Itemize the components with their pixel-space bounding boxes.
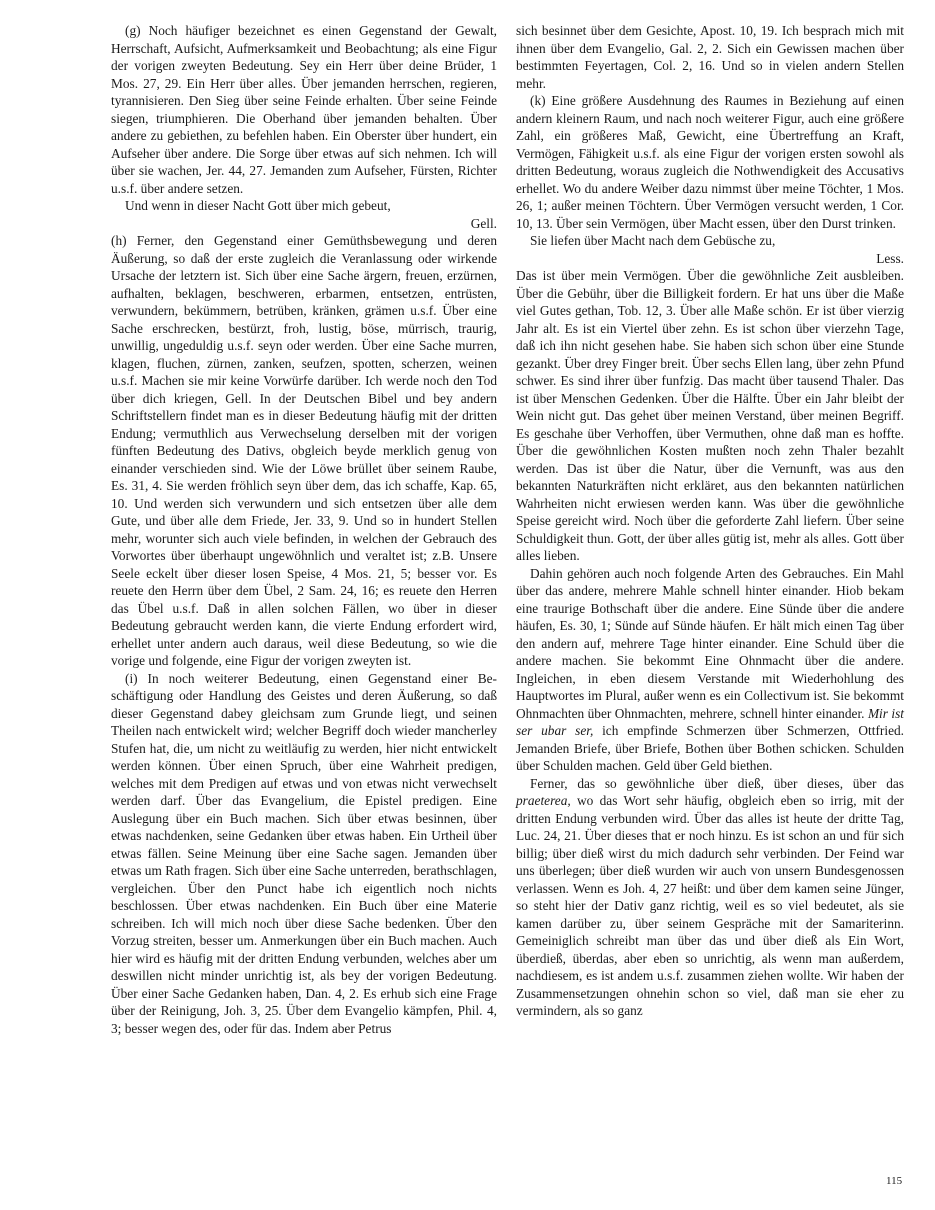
paragraph-dahin — [516, 565, 904, 775]
paragraph-i: (i) In noch weiterer Bedeutung, einen Gegenstand einer Beschäftigung oder Handlung des Geistes und deren Äußerung, so daß dieser Gegenstand dabey gleichsam zum Grunde liegt, und seinen Theilen nach entwickelt wird; welcher Begriff doch wieder mancherley Stufen hat, die, um nicht zu weitläufig zu werden, hier nicht entwickelt werden können. Über einen Spruch, über eine Wahrheit predigen, welches mit dem Predigen auf etwas und von etwas nicht verwechselt werden darf. Über das Evangelium, die Epistel predigen. Eine Auslegung über ein Buch machen. Sich über etwas besinnen, über etwas nachdenken, seine Gedanken über etwas haben. Ein Urtheil über etwas fällen. Seine Meinung über eine Sache sagen. Jemanden über etwas um Rath fragen. Sich über eine Sache unterreden, berathschlagen, vergleichen. Über den Punct habe ich eigentlich noch nichts beschlossen. Über etwas nachdenken. Ein Buch über eine Materie schreiben. Ich will mich noch über diese Sache bedenken. Über den Vorzug streiten, besser um. Anmerkungen über ein Buch machen. Auch hier wird es häufig mit der dritten Endung verbunden, welches aber um deswillen nicht minder unrichtig ist, als bey der vorigen Bedeutung. Über einer Sache Gedanken haben, Dan. 4, 2. Es erhub sich eine Frage über der Reinigung, Joh. 3, 25. Über dem Evangelio kämpfen, Phil. 4, 3; besser wegen des, oder für das. Indem aber Petrus — [111, 670, 497, 1036]
paragraph-i-continued: sich besinnet über dem Gesichte, Apost. 10, 19. Ich besprach mich mit ihnen über dem Evangelio, Gal. 2, 2. Sich ein Gewissen machen über bestimmten Feyertagen, Col. 2, 16. Und so in vielen andern Stellen mehr. — [516, 23, 904, 91]
verse-attribution-gellert: Gell. — [470, 215, 497, 231]
verse-attribution-lessing: Less. — [876, 250, 904, 266]
dahin-text-tail: ich empfinde Schmerzen über Schmerzen, Ottfried. Jemanden Briefe, über Briefe, Bothen über Bothen schicken. Schulden über Schulden machen. Geld über Geld biethen. — [516, 723, 904, 773]
dahin-quote-italic: Mir ist ser ubar ser, — [516, 705, 904, 738]
right-column — [516, 22, 904, 1020]
verse-quote-lessing: Sie liefen über Macht nach dem Gebüsche zu, — [530, 233, 776, 248]
verse-quote-gellert: Und wenn in dieser Nacht Gott über mich gebeut, — [125, 198, 391, 213]
ferner-text-a: Ferner, das so gewöhnliche über dieß, über dieses, über das — [530, 775, 904, 791]
page-number: 115 — [886, 1175, 903, 1187]
paragraph-h: (h) Ferner, den Gegenstand einer Gemüthsbewegung und deren Äußerung, so daß der erste zugleich die Veranlassung oder wirkende Ursache der letztern ist. Sich über eine Sache ärgern, freuen, erzürnen, aufhalten, beklagen, beschweren, erbarmen, entsetzen, entrüsten, verwundern, bekümmern, betrüben, kränken, grämen u.s.f. Über eine Sache erschrecken, bestürzt, froh, lustig, böse, mürrisch, traurig, unwillig, ungeduldig u.s.f. seyn oder werden. Über eine Sache murren, klagen, fluchen, zürnen, zanken, seufzen, spotten, scherzen, weinen u.s.f. Machen sie mir keine Vorwürfe darüber. Ich werde noch den Tod über dich kriegen, Gell. In der Deutschen Bibel und bey andern Schriftstellern findet man es in dieser Bedeutung häufig mit der dritten Endung; vermuthlich aus Verwechselung derselben mit der vorigen fünften Bedeutung des Dativs, obgleich beyde merklich genug von einander verschieden sind. Wie der Löwe brüllet über seinem Raube, Es. 31, 4. Sie werden fröhlich seyn über dem, das ich schaffe, Kap. 65, 10. Und werden sich verwundern und sich entsetzen über alle dem Gute, und über alle dem Friede, Jer. 33, 9. Und so in hundert Stellen mehr, worunter sich auch viele befinden, in welchen der Gebrauch des Vorwortes über überhaupt ungewöhnlich und veraltet ist; z.B. Unsere Seele eckelt über dieser losen Speise, 4 Mos. 21, 5; besser vor. Es reuete den Herrn über dem Übel, 2 Sam. 24, 16; es reuete den Herren das Übel u.s.f. Daß in allen solchen Fällen, wo über in dieser Bedeutung gebraucht werden kann, die vierte Endung erfordert wird, erhellet unter andern auch daraus, weil diese Bedeutung, so wie die vorige und folgende, eine Figur der vorigen zweyten ist. — [111, 233, 497, 668]
paragraph-k: (k) Eine größere Ausdehnung des Raumes in Beziehung auf einen andern kleinern Raum, und nach noch weiterer Figur, auch eine größere Zahl, ein größeres Maß, Gewicht, eine Übertreffung an Kraft, Vermögen, Fähigkeit u.s.f. als eine Figur der vorigen ersten sowohl als dritten Bedeutung, woraus zugleich die Nothwendigkeit des Accusativs erhellet. Wo du andere Weiber dazu nimmst über meine Töchter, 1 Mos. 26, 1; außer meinen Töchtern. Über Vermögen versucht werden, 1 Cor. 10, 13. Über sein Vermögen, über Macht essen, über den Durst trinken. — [516, 93, 904, 231]
paragraph-g: (g) Noch häufiger bezeichnet es einen Gegenstand der Gewalt, Herrschaft, Aufsicht, Aufmerksamkeit und Beobachtung; als eine Figur der vorigen zweyten Bedeutung. Sey ein Herr über deine Brüder, 1 Mos. 27, 29. Ein Herr über alles. Über jemanden herrschen, regieren, tyrannisieren. Den Sieg über seine Feinde erhalten. Über seine Feinde siegen, triumphieren. Die Oberhand über jemanden behalten. Über andere zu gebiethen, zu befehlen haben. Ein Oberster über hundert, ein Aufseher über andere. Die Sorge über etwas auf sich nehmen. Ich will über sie wachen, Jer. 44, 27. Jemanden zum Aufseher, Fürsten, Richter u.s.f. über andere setzen. — [111, 23, 497, 196]
paragraph-k-continued: Das ist über mein Vermögen. Über die gewöhnliche Zeit ausbleiben. Über die Gebühr, über die Billigkeit fordern. Er hat uns über die Maße viel Gutes gethan, Tob. 12, 3. Über alle Maße schön. Er ist über vierzig Jahr alt. Es ist ein Viertel über zehn. Es ist schon über vierzehn Tage, daß ich ihn nicht gesehen habe. Sie haben sich schon über eine Stunde gezankt. Über drey Finger breit. Über sechs Ellen lang, über zehn Pfund schwer. Es sind ihrer über funfzig. Das macht über tausend Thaler. Das ist über Menschen Gedenken. Über die Hälfte. Über ein Jahr bleibt der Wein nicht gut. Das gehet über meinen Verstand, über meinen Begriff. Es geschahe über Verhoffen, über Vermuthen, ohne daß man es hoffte. Über die gewöhnlichen Kosten mußten noch zehn Thaler bezahlt werden. Das ist über die Natur, über die Vernunft, was aus den bekannten Naturkräften nicht erkläret, aus den bekannten natürlichen Wahrheiten nicht erwiesen werden kann. Was über die gewöhnliche Speise gereicht wird. Noch über die geforderte Zahl liefern. Über seine Schuldigkeit thun. Gott, der über alles gütig ist, mehr als alles. Gott über alles lieben. — [516, 268, 904, 563]
paragraph-ferner — [516, 775, 904, 1020]
dahin-text: Dahin gehören auch noch folgende Arten des Gebrauches. Ein Mahl über das andere, mehrere Mahle schnell hinter einander. Hiob bekam eine traurige Bothschaft über die andere. Eine Sünde über die andere häufen, Es. 30, 1; Sünde auf Sünde häufen. Er hält mich einen Tag über den andern auf, mehrere Tage hinter einander. Eine Schuld über die andere machen. Sie bekommt Eine Ohnmacht über die andere. Ingleichen, in eben diesem Verstande mit Wiederhohlung des Hauptwortes im Plural, außer wenn es ein Collectivum ist. Sie bekommt Ohnmachten über Ohnmachten, mehrere, schnell hinter einander. — [516, 565, 904, 721]
ferner-italic-term: praeterea, — [516, 793, 571, 808]
left-column — [111, 22, 497, 1037]
ferner-text-b: wo das Wort sehr häufig, obgleich eben so irrig, mit der dritten Endung verbunden wird. Über das alles ist heute der dritte Tag, Luc. 24, 21. Über dieses that er noch hinzu. Es ist schon an und für sich billig; über dieß wirst du mich dadurch sehr verbinden. Der Feind war uns überlegen; über dieß wurden wir auch von unsern Bundesgenossen verlassen. Wenn es Joh. 4, 27 heißt: und über dem kamen seine Jünger, so steht hier der Dativ ganz richtig, weil es so viel bedeutet, als sie kamen darüber zu, über seinem Gespräche mit der Samariterinn. Gemeiniglich schreibt man über das und über dieß als Ein Wort, überdieß, überdas, aber eben so unrichtig, als wenn man außerdem, nachdiesem, es ist andem u.s.f. zusammen ziehen wollte. Wir haben der Zusammensetzungen ohnehin schon so viel, daß man sie eher zu vermindern, als so ganz — [516, 793, 904, 1018]
